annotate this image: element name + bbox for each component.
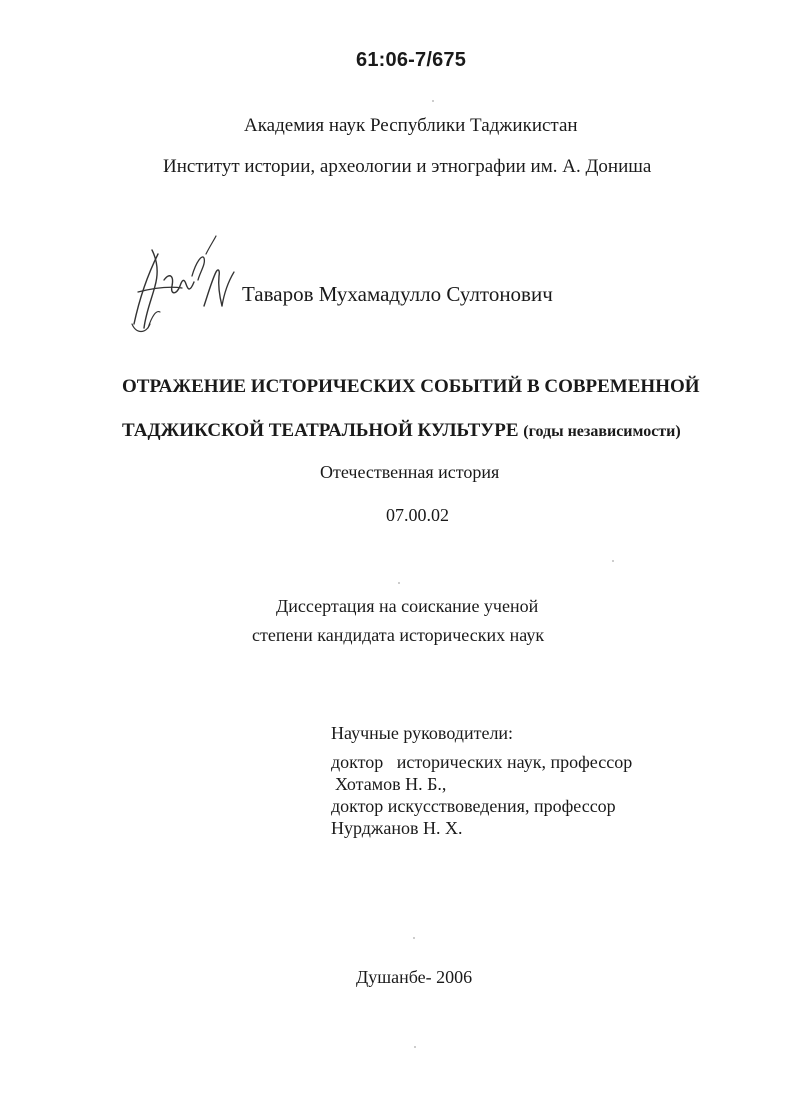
scan-speck [413, 937, 415, 939]
scan-speck [398, 582, 400, 584]
supervisor-1-name: Хотамов Н. Б., [335, 774, 447, 794]
title-line-2-main: ТАДЖИКСКОЙ ТЕАТРАЛЬНОЙ КУЛЬТУРЕ [122, 420, 519, 441]
organization-name: Академия наук Республики Таджикистан [244, 115, 578, 136]
specialty-name: Отечественная история [320, 462, 500, 482]
specialty-code: 07.00.02 [386, 505, 449, 525]
scan-speck [414, 1046, 416, 1048]
scan-speck [612, 560, 614, 562]
title-line-2-subtitle: (годы независимости) [523, 423, 681, 440]
catalog-code: 61:06-7/675 [356, 49, 467, 71]
handwritten-signature [124, 228, 240, 338]
supervisor-2-degree: доктор искусствоведения, профессор [331, 796, 616, 816]
degree-line-2: степени кандидата исторических наук [252, 625, 545, 645]
degree-line-1: Диссертация на соискание ученой [276, 596, 539, 616]
supervisors-label: Научные руководители: [331, 723, 514, 743]
supervisor-1-degree: доктор исторических наук, профессор [331, 752, 633, 772]
city-year: Душанбе- 2006 [356, 967, 473, 987]
author-name: Таваров Мухамадулло Султонович [242, 282, 553, 306]
dissertation-title-line-2 [122, 421, 681, 440]
supervisor-2-name: Нурджанов Н. Х. [331, 818, 463, 838]
dissertation-title-line-1: ОТРАЖЕНИЕ ИСТОРИЧЕСКИХ СОБЫТИЙ В СОВРЕМЕННОЙ [122, 376, 700, 397]
scan-speck [432, 100, 434, 102]
institute-name: Институт истории, археологии и этнографии им. А. Дониша [163, 156, 652, 177]
